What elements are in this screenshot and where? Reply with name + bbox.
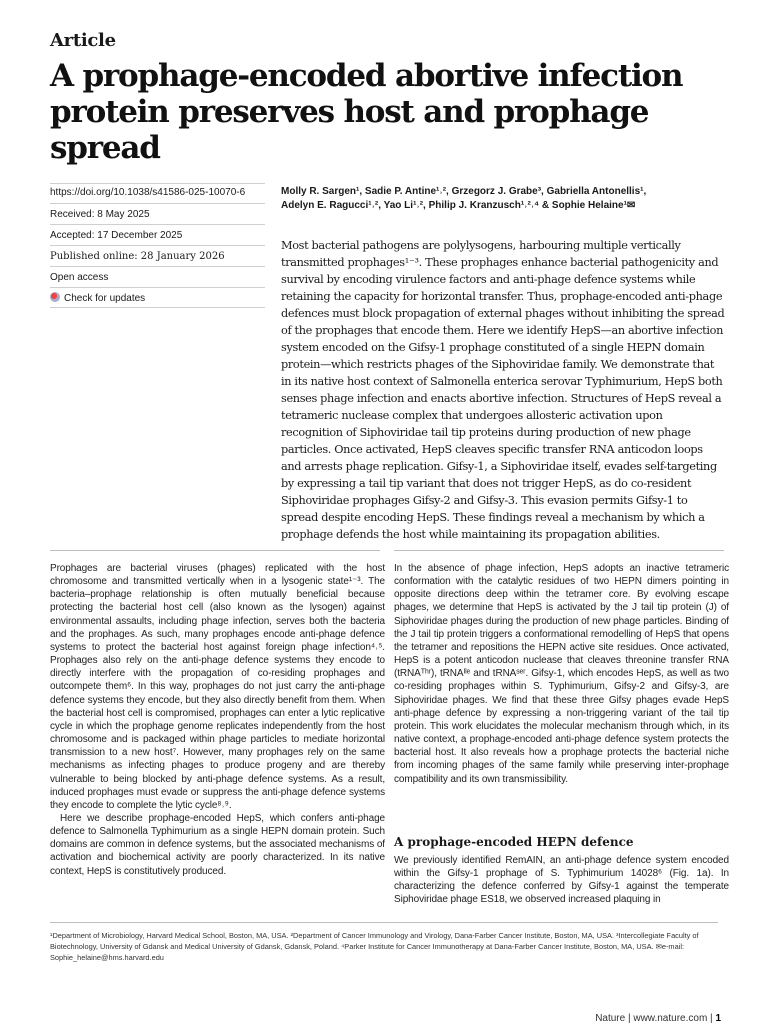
title-line-1: A prophage-encoded abortive infection — [50, 58, 683, 94]
page-footer — [595, 1013, 721, 1024]
body-paragraph: Here we describe prophage-encoded HepS, which confers anti-phage defence to Salmonella Typhimurium as a single HEPN domain protein. Such domains are common in defence systems, but the associated mechanisms of activation and biochemical activity are poorly characterized. In its native context, HepS is constitutively produced. — [50, 812, 385, 877]
title-line-2: protein preserves host and prophage spread — [50, 94, 649, 166]
footnote-divider — [50, 922, 718, 923]
meta-divider — [50, 203, 265, 204]
page-number: 1 — [715, 1013, 721, 1024]
footer-journal: Nature | www.nature.com | — [595, 1013, 713, 1024]
meta-divider — [50, 266, 265, 267]
body-paragraph: In the absence of phage infection, HepS adopts an inactive tetrameric conformation with the catalytic residues of two HEPN dimers pointing in opposite directions deep within the tetramer core. By evolving escape phages, we determine that HepS is activated by the J tail tip protein (J) of Siphoviridae phages during the production of new phage particles. Binding of the J tail tip protein triggers a conformational remodelling of HepS that opens the tetramer and repositions the HEPN active site residues. Once activated, HepS is a potent anticodon nuclease that cleaves threonine transfer RNA (tRNAᵀʰʳ), tRNAᴵˡᵉ and tRNAˢᵉʳ. Gifsy-1, which encodes HepS, as well as two co-residing prophages within S. Typhimurium, Gifsy-2 and Gifsy-3, are Siphoviridae phages. We find that these three Gifsy phages evade HepS anti-phage defence by expressing a non-triggering variant of the tail tip protein. This work elucidates the molecular mechanism through which, in its native context, a prophage-encoded anti-phage defence system protects the bacterial host. It also reveals how a prophage protects the bacterial niche from incoming phages of the same family while preserving inter-prophage compatibility and its own transmissibility. — [394, 563, 729, 785]
body-column-right-continued — [394, 854, 729, 907]
section-heading: A prophage-encoded HEPN defence — [394, 835, 634, 849]
meta-divider — [50, 224, 265, 225]
article-type-label: Article — [50, 30, 116, 51]
doi-link[interactable]: https://doi.org/10.1038/s41586-025-10070-6 — [50, 187, 246, 198]
accepted-date: Accepted: 17 December 2025 — [50, 230, 183, 241]
body-paragraph: We previously identified RemAIN, an anti-phage defence system encoded within the Gifsy-1 prophage of S. Typhimurium 14028⁶ (Fig. 1a). In characterizing the defence conferred by Gifsy-1 against the temperate Siphoviridae phage ES18, we observed increased plaquing in — [394, 855, 729, 906]
check-updates-button[interactable] — [50, 292, 265, 305]
meta-divider — [50, 287, 265, 288]
meta-divider — [50, 245, 265, 246]
check-for-updates-icon — [50, 292, 60, 302]
received-date: Received: 8 May 2025 — [50, 209, 150, 220]
author-list — [281, 185, 731, 213]
body-paragraph: Prophages are bacterial viruses (phages) replicated with the host chromosome and transmitted vertically when in a lysogenic state¹⁻³. The bacteria–prophage relationship is often mutually beneficial because protecting the bacterial host cell (also known as the lysogen) against environmental assaults, including phage infection, serves both the bacteria and the prophages. As such, many prophages encode anti-phage defence systems to protect the bacterial host against foreign phage infection⁴˒⁵. Prophages also rely on the anti-phage defence systems they encode to directly interfere with the propagation of co-residing prophages and outcompete them⁶. In this way, prophages do not just carry the anti-phage defence systems they encode, but they also directly benefit from them. When the bacterial host cell is compromised, prophages can enter a lytic replicative cycle in which the prophage genome replicates independently from the host chromosome and is packaged within phage particles to mediate horizontal transmission to a new host⁷. However, many prophages rely on the same mechanisms as infecting phages to produce progeny and are thereby vulnerable to being blocked by anti-phage defence systems. As a result, induced prophages must evade or suppress the anti-phage defence systems they encode to complete the lytic cycle⁸˒⁹. — [50, 563, 385, 811]
meta-divider — [50, 183, 265, 184]
published-date: Published online: 28 January 2026 — [50, 251, 225, 262]
abstract: Most bacterial pathogens are polylysogens, harbouring multiple vertically transmitted prophages¹⁻³. These prophages enhance bacterial pathogenicity and survival by encoding virulence factors and anti-phage defence systems while retaining the capacity for horizontal transfer. Thus, prophage-encoded anti-phage defences must block propagation of external phages without inhibiting the spread of the prophages that encode them. Here we identify HepS—an abortive infection system encoded on the Gifsy-1 prophage constituted of a single HEPN domain protein—which restricts phages of the Siphoviridae family. We demonstrate that in its native host context of Salmonella enterica serovar Typhimurium, HepS both senses phage infection and enacts abortive infection. Structures of HepS reveal a tetrameric nuclease complex that undergoes allosteric activation upon recognition of Siphoviridae tail tip proteins during production of new phage particles. Once activated, HepS cleaves specific transfer RNA anticodon loops and arrests phage replication. Gifsy-1, a Siphoviridae itself, evades self-targeting by expressing a tail tip variant that does not trigger HepS, as do co-resident Siphoviridae prophages Gifsy-2 and Gifsy-3. This evasion permits Gifsy-1 to spread despite encoding HepS. These findings reveal a mechanism by which a prophage defends the host while maintaining its propagation abilities. — [281, 239, 725, 541]
body-column-left — [50, 562, 385, 878]
check-updates-label: Check for updates — [64, 293, 146, 304]
affiliations-footnote: ¹Department of Microbiology, Harvard Medical School, Boston, MA, USA. ²Department of Cancer Immunology and Virology, Dana-Farber Cancer Institute, Boston, MA, USA. ³Intercollegiate Faculty of Biotechnology, University of Gdansk and Medical University of Gdansk, Gdansk, Poland. ⁴Parker Institute for Cancer Immunotherapy at Dana-Farber Cancer Institute, Boston, MA, USA. ✉e-mail: Sophie_helaine@hms.harvard.edu — [50, 931, 699, 962]
meta-divider — [50, 307, 265, 308]
authors-line-1: Molly R. Sargen¹, Sadie P. Antine¹˒², Grzegorz J. Grabe³, Gabriella Antonellis¹, — [281, 186, 647, 197]
column-divider-left — [50, 550, 380, 551]
open-access-label: Open access — [50, 272, 109, 283]
column-divider-right — [394, 550, 724, 551]
body-column-right — [394, 562, 729, 786]
article-title — [50, 58, 740, 166]
authors-line-2: Adelyn E. Ragucci¹˒², Yao Li¹˒², Philip J. Kranzusch¹˒²˒⁴ & Sophie Helaine¹✉ — [281, 200, 636, 211]
